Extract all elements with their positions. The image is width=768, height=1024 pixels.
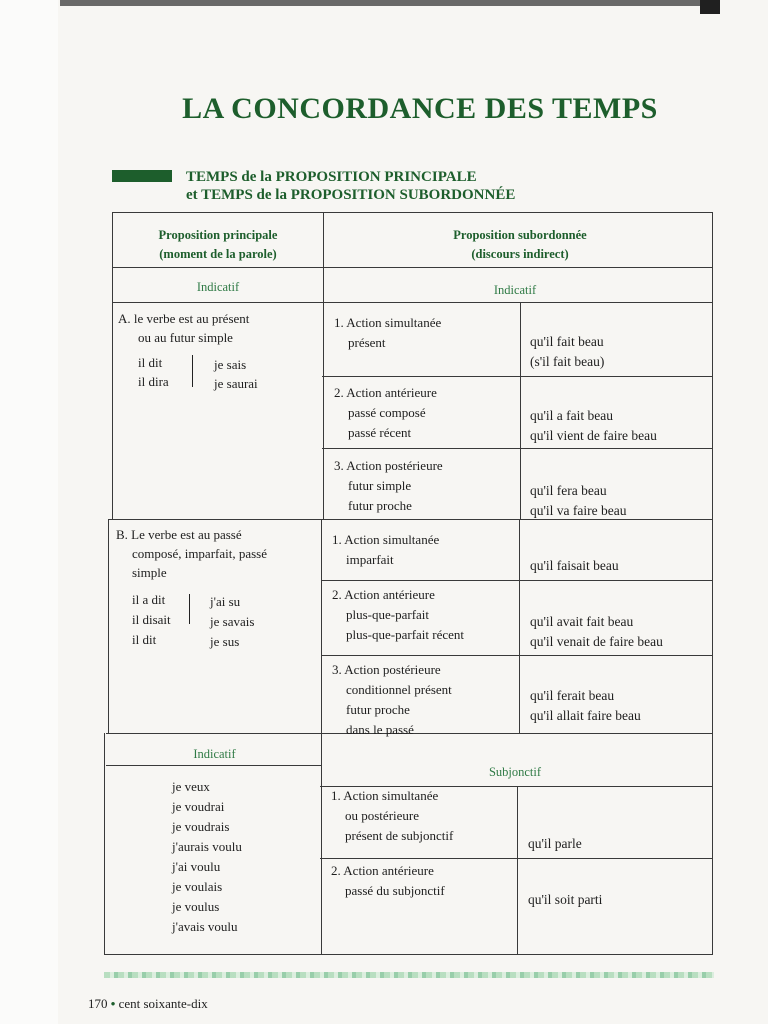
row-divider xyxy=(320,858,712,859)
verb-je-voudrai: je voudrai xyxy=(172,799,225,814)
verb-il-disait: il disait xyxy=(132,612,171,627)
row-b2-title: 2. Action antérieure xyxy=(332,587,435,602)
table-column-divider xyxy=(323,212,324,520)
row-b3-tense2: futur proche xyxy=(346,702,410,717)
row-c1-title: 1. Action simultanée xyxy=(331,788,439,803)
row-c2-result-line1: qu'il soit parti xyxy=(528,892,603,907)
row-a2-label xyxy=(334,383,437,443)
verb-je-saurai: je saurai xyxy=(214,376,258,391)
mode-left-top: Indicatif xyxy=(196,280,240,294)
mode-right-top: Indicatif xyxy=(493,283,537,297)
table-mode-divider-left xyxy=(106,765,322,766)
row-a3-label xyxy=(334,456,443,516)
table-border-bottom xyxy=(104,954,712,955)
row-b3-title: 3. Action postérieure xyxy=(332,662,441,677)
row-b3-label xyxy=(332,660,452,740)
row-a3-tense1: futur simple xyxy=(348,478,412,493)
row-a3-result-line2: qu'il va faire beau xyxy=(530,503,627,518)
page-footer xyxy=(88,996,208,1012)
row-c2-title: 2. Action antérieure xyxy=(331,863,434,878)
row-b1-result-line1: qu'il faisait beau xyxy=(530,558,619,573)
row-a3-result-line1: qu'il fera beau xyxy=(530,483,607,498)
row-divider xyxy=(322,580,712,581)
verb-je-sus: je sus xyxy=(210,634,240,649)
section-b-heading-cont: composé, imparfait, passé xyxy=(132,546,268,561)
row-c1-result-line1: qu'il parle xyxy=(528,836,582,851)
table-border-right xyxy=(712,212,713,955)
row-b2-label xyxy=(332,585,464,645)
page-margin xyxy=(0,0,58,1024)
row-b2-result-line1: qu'il avait fait beau xyxy=(530,614,634,629)
row-b2-tense2: plus-que-parfait récent xyxy=(346,627,465,642)
verb-jai-voulu: j'ai voulu xyxy=(172,859,221,874)
page-number: 170 xyxy=(88,996,108,1011)
verb-jaurais-voulu: j'aurais voulu xyxy=(172,839,242,854)
row-a1-result-line2: (s'il fait beau) xyxy=(530,354,605,369)
header-subordonnee-line2: (discours indirect) xyxy=(471,247,569,261)
verb-il-dit-b: il dit xyxy=(132,632,157,647)
header-principale-line2: (moment de la parole) xyxy=(159,247,277,261)
page-number-words: cent soixante-dix xyxy=(118,996,208,1011)
row-a1-title: 1. Action simultanée xyxy=(334,315,442,330)
table-result-divider xyxy=(520,302,521,520)
row-a1-label xyxy=(334,313,441,353)
page-corner-shadow xyxy=(700,0,720,14)
row-a3-title: 3. Action postérieure xyxy=(334,458,443,473)
row-c2-result xyxy=(528,890,602,910)
row-b3-tense1: conditionnel présent xyxy=(346,682,452,697)
row-b1-result xyxy=(530,556,619,576)
row-a2-title: 2. Action antérieure xyxy=(334,385,437,400)
table-border-left xyxy=(104,733,105,955)
row-c2-label xyxy=(331,861,445,901)
row-divider xyxy=(322,448,712,449)
row-b3-result-line2: qu'il allait faire beau xyxy=(530,708,641,723)
table-column-divider xyxy=(321,519,322,955)
table-result-divider xyxy=(517,786,518,954)
header-subordonnee xyxy=(340,226,700,264)
footer-decoration xyxy=(104,972,714,978)
verb-separator xyxy=(192,355,193,387)
section-b-heading: B. Le verbe est au passé xyxy=(116,527,242,542)
row-c2-tense: passé du subjonctif xyxy=(345,883,445,898)
row-a3-tense2: futur proche xyxy=(348,498,412,513)
row-a1-result xyxy=(530,332,604,372)
row-a2-tense2: passé récent xyxy=(348,425,412,440)
section-title-line2: et TEMPS de la PROPOSITION SUBORDONNÉE xyxy=(186,187,516,203)
table-mode-divider xyxy=(112,302,712,303)
table-border-top xyxy=(112,212,712,213)
row-b3-tense3: dans le passé xyxy=(346,722,414,737)
row-a2-result-line1: qu'il a fait beau xyxy=(530,408,614,423)
row-a3-result xyxy=(530,481,627,521)
table-header-divider xyxy=(112,267,712,268)
section-c-verbs xyxy=(172,777,242,937)
row-b2-result xyxy=(530,612,663,652)
section-marker xyxy=(112,170,172,182)
row-b1-label xyxy=(332,530,439,570)
row-divider xyxy=(322,655,712,656)
row-c1-sub: ou postérieure xyxy=(345,808,420,823)
verb-je-veux: je veux xyxy=(172,779,210,794)
section-title-line1: TEMPS de la PROPOSITION PRINCIPALE xyxy=(186,169,477,185)
row-c1-result xyxy=(528,834,582,854)
row-b1-title: 1. Action simultanée xyxy=(332,532,440,547)
row-c1-label xyxy=(331,786,453,846)
row-a2-result-line2: qu'il vient de faire beau xyxy=(530,428,657,443)
verb-il-dira: il dira xyxy=(138,374,169,389)
verb-il-dit: il dit xyxy=(138,355,163,370)
row-b3-result xyxy=(530,686,641,726)
table-result-divider xyxy=(519,519,520,733)
verb-javais-voulu: j'avais voulu xyxy=(172,919,238,934)
table-border-left xyxy=(108,519,109,734)
row-c1-tense: présent de subjonctif xyxy=(345,828,454,843)
section-title xyxy=(186,168,686,204)
row-a2-tense1: passé composé xyxy=(348,405,426,420)
mode-right-bottom: Subjonctif xyxy=(488,765,542,779)
row-a2-result xyxy=(530,406,657,446)
header-principale-line1: Proposition principale xyxy=(158,228,278,242)
verb-je-voulus: je voulus xyxy=(172,899,220,914)
row-b1-tense: imparfait xyxy=(346,552,394,567)
section-b-heading-cont2: simple xyxy=(132,565,167,580)
row-b2-result-line2: qu'il venait de faire beau xyxy=(530,634,663,649)
page-title: LA CONCORDANCE DES TEMPS xyxy=(182,92,658,125)
verb-jai-su: j'ai su xyxy=(210,594,241,609)
row-b3-result-line1: qu'il ferait beau xyxy=(530,688,615,703)
section-a-heading-cont: ou au futur simple xyxy=(138,330,233,345)
verb-je-voudrais: je voudrais xyxy=(172,819,230,834)
section-a-heading: A. le verbe est au présent xyxy=(118,311,250,326)
table-border-left xyxy=(112,212,113,520)
row-a1-result-line1: qu'il fait beau xyxy=(530,334,604,349)
footer-bullet: • xyxy=(110,996,116,1011)
verb-je-sais: je sais xyxy=(214,357,247,372)
page-top-shadow xyxy=(60,0,720,6)
header-subordonnee-line1: Proposition subordonnée xyxy=(453,228,587,242)
verb-je-savais: je savais xyxy=(210,614,255,629)
row-a1-tense: présent xyxy=(348,335,386,350)
mode-left-bottom: Indicatif xyxy=(193,747,236,761)
verb-separator xyxy=(189,594,190,624)
row-divider xyxy=(322,376,712,377)
verb-je-voulais: je voulais xyxy=(172,879,223,894)
header-principale xyxy=(118,226,318,264)
row-b2-tense1: plus-que-parfait xyxy=(346,607,430,622)
verb-il-a-dit: il a dit xyxy=(132,592,166,607)
